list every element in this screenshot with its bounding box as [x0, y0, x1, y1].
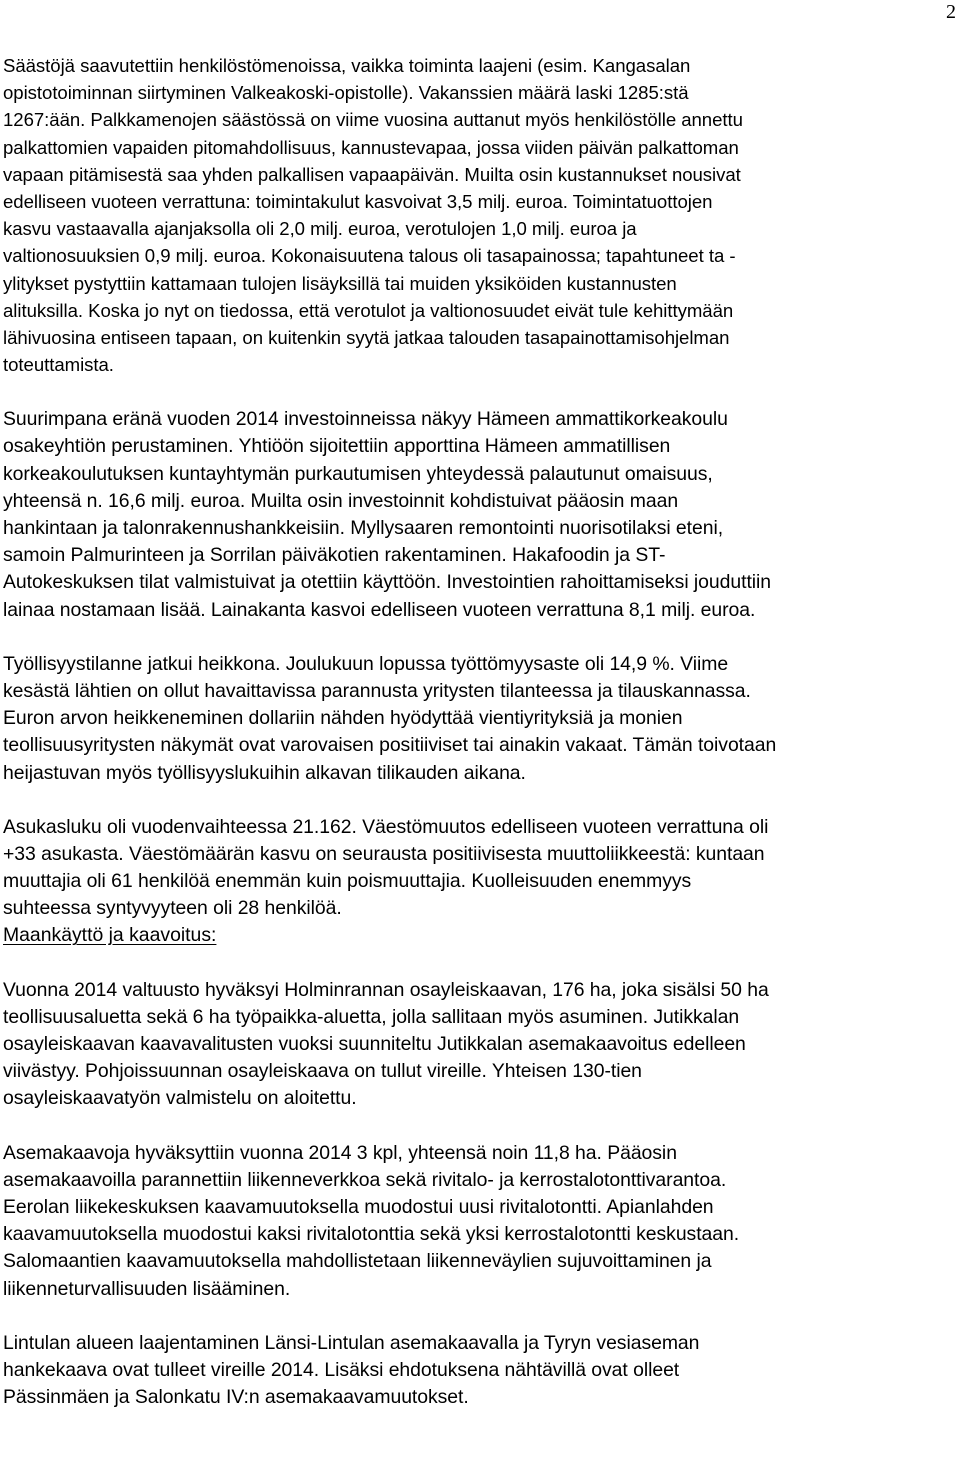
text-line: viivästyy. Pohjoissuunnan osayleiskaava on tullut vireille. Yhteisen 130-tien [3, 1060, 642, 1083]
text-line: teollisuusyritysten näkymät ovat varovaisen positiiviset tai ainakin vakaat. Tämän toivotaan [3, 734, 777, 757]
text-line: vapaan pitämisestä saa yhden palkallisen vapaapäivän. Muilta osin kustannukset nousivat [3, 163, 741, 185]
text-line: muuttajia oli 61 henkilöä enemmän kuin poismuuttajia. Kuolleisuuden enemmyys [3, 870, 692, 893]
text-line: toteuttamista. [3, 354, 114, 376]
text-line: kasvu vastaavalla ajanjaksolla oli 2,0 milj. euroa, verotulojen 1,0 milj. euroa ja [3, 218, 637, 240]
text-line: osayleiskaavan kaavavalitusten vuoksi suunniteltu Jutikkalan asemakaavoitus edelleen [3, 1033, 746, 1056]
text-line: Eerolan liikekeskuksen kaavamuutoksella muodostui uusi rivitalotontti. Apianlahden [3, 1195, 714, 1218]
text-line: suhteessa syntyvyyteen oli 28 henkilöä. [3, 897, 342, 920]
text-line: yhteensä n. 16,6 milj. euroa. Muilta osin investoinnit kohdistuivat pääosin maan [3, 489, 679, 512]
text-line: edelliseen vuoteen verrattuna: toimintakulut kasvoivat 3,5 milj. euroa. Toimintatuottojen [3, 190, 713, 212]
paragraph-osayleiskaavat [3, 977, 958, 1113]
text-line: +33 asukasta. Väestömäärän kasvu on seurausta positiivisesta muuttoliikkeestä: kuntaan [3, 842, 765, 865]
text-line: osayleiskaavatyön valmistelu on aloitettu. [3, 1087, 357, 1110]
text-line: alituksilla. Koska jo nyt on tiedossa, että verotulot ja valtionosuudet eivät tule kehittymään [3, 299, 734, 321]
paragraph-tyollisyys [3, 651, 958, 787]
text-line: hankintaan ja talonrakennushankkeisiin. Myllysaaren remontointi nuorisotilaksi eteni, [3, 517, 724, 539]
text-line: Euron arvon heikkeneminen dollariin nähden hyödyttää vientiyrityksiä ja monien [3, 707, 683, 730]
text-line: 1267:ään. Palkkamenojen säästössä on viime vuosina auttanut myös henkilöstölle annettu [3, 109, 743, 131]
text-line: liikenneturvallisuuden lisääminen. [3, 1277, 291, 1300]
page-number: 2 [946, 1, 956, 23]
paragraph-asemakaavat [3, 1140, 958, 1303]
text-line: valtionosuuksien 0,9 milj. euroa. Kokonaisuutena talous oli tasapainossa; tapahtuneet ta - [3, 245, 736, 267]
text-line: Vuonna 2014 valtuusto hyväksyi Holminrannan osayleiskaavan, 176 ha, joka sisälsi 50 ha [3, 978, 769, 1001]
text-line: Suurimpana eränä vuoden 2014 investoinneissa näkyy Hämeen ammattikorkeakoulu [3, 408, 728, 431]
text-line: Säästöjä saavutettiin henkilöstömenoissa, vaikka toiminta laajeni (esim. Kangasalan [3, 55, 691, 76]
text-line: asemakaavoilla parannettiin liikenneverkkoa sekä rivitalo- ja kerrostalotonttivarantoa. [3, 1168, 727, 1191]
paragraph-investoinnit [3, 406, 958, 624]
text-line: palkattomien vapaiden pitomahdollisuus, kannustevapaa, jossa viiden päivän palkattoman [3, 136, 739, 158]
text-line: heijastuvan myös työllisyyslukuihin alkavan tilikauden aikana. [3, 761, 526, 784]
text-line: Lintulan alueen laajentaminen Länsi-Lintulan asemakaavalla ja Tyryn vesiaseman [3, 1331, 700, 1354]
text-line: Salomaantien kaavamuutoksella mahdollistetaan liikenneväylien sujuvoittaminen ja [3, 1250, 712, 1273]
section-heading: Maankäyttö ja kaavoitus: [3, 924, 217, 947]
text-line: kaavamuutoksella muodostui kaksi rivitalotonttia sekä yksi kerrostalotontti keskustaan. [3, 1223, 740, 1246]
document-body [3, 52, 958, 1411]
text-line: kesästä lähtien on ollut havaittavissa parannusta yritysten tilanteessa ja tilauskannassa. [3, 679, 751, 702]
paragraph-asukasluku [3, 814, 958, 923]
paragraph-talous [3, 52, 958, 378]
text-line: lainaa nostamaan lisää. Lainakanta kasvoi edelliseen vuoteen verrattuna 8,1 milj. euroa. [3, 598, 756, 621]
text-line: korkeakoulutuksen kuntayhtymän purkautumisen yhteydessä palautunut omaisuus, [3, 462, 713, 485]
text-line: ylitykset pystyttiin kattamaan tulojen lisäyksillä tai muiden yksiköiden kustannusten [3, 272, 677, 294]
text-line: Pässinmäen ja Salonkatu IV:n asemakaavamuutokset. [3, 1386, 469, 1409]
text-line: hankekaava ovat tulleet vireille 2014. Lisäksi ehdotuksena nähtävillä ovat olleet [3, 1358, 680, 1381]
text-line: Työllisyystilanne jatkui heikkona. Joulukuun lopussa työttömyysaste oli 14,9 %. Viime [3, 652, 729, 675]
text-line: Asemakaavoja hyväksyttiin vuonna 2014 3 kpl, yhteensä noin 11,8 ha. Pääosin [3, 1141, 677, 1164]
text-line: samoin Palmurinteen ja Sorrilan päiväkotien rakentaminen. Hakafoodin ja ST- [3, 544, 666, 567]
text-line: osakeyhtiön perustaminen. Yhtiöön sijoitettiin apporttina Hämeen ammatillisen [3, 435, 671, 458]
text-line: lähivuosina entiseen tapaan, on kuitenkin syytä jatkaa talouden tasapainottamisohjelman [3, 326, 730, 348]
text-line: teollisuusaluetta sekä 6 ha työpaikka-aluetta, jolla sallitaan myös asuminen. Jutikkalan [3, 1005, 740, 1028]
text-line: Autokeskuksen tilat valmistuivat ja otettiin käyttöön. Investointien rahoittamiseksi jouduttiin [3, 571, 772, 594]
paragraph-lintula [3, 1330, 958, 1412]
text-line: opistotoiminnan siirtyminen Valkeakoski-opistolle). Vakanssien määrä laski 1285:stä [3, 82, 689, 104]
text-line: Asukasluku oli vuodenvaihteessa 21.162. Väestömuutos edelliseen vuoteen verrattuna oli [3, 815, 769, 838]
